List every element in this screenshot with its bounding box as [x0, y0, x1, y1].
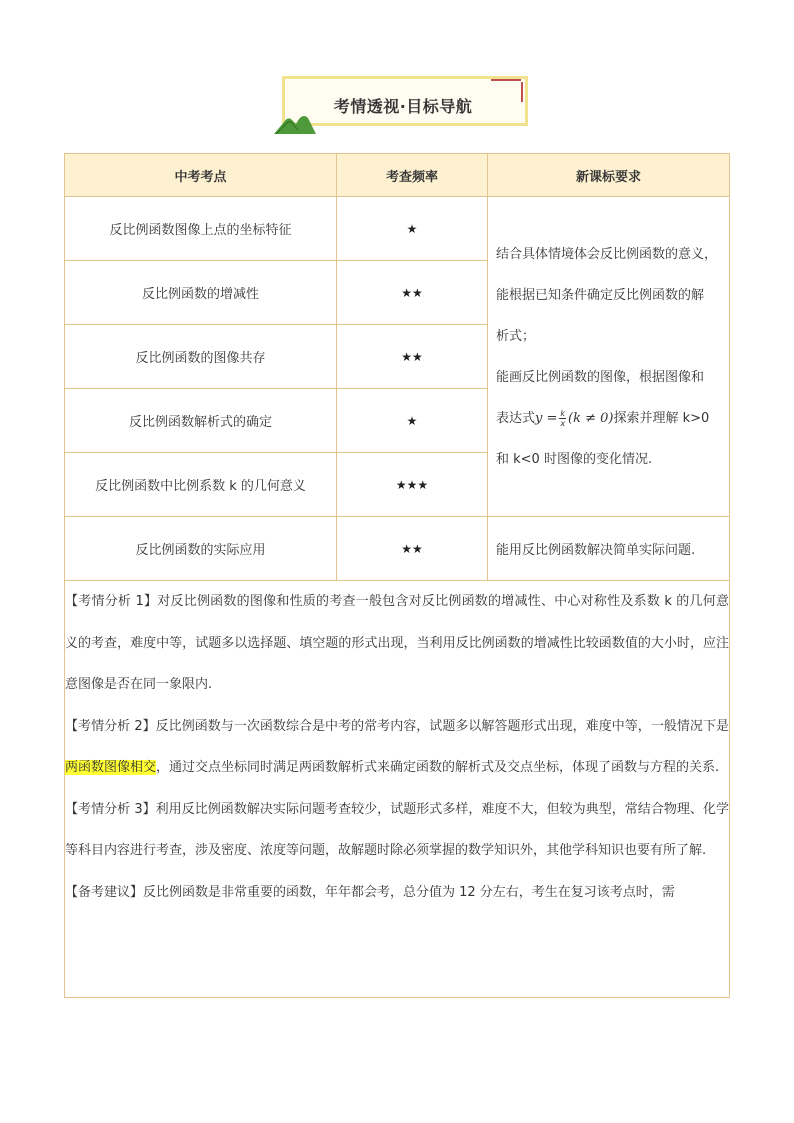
- frequency-stars: ★★: [337, 261, 488, 325]
- exam-point-cell: 反比例函数的增减性: [65, 261, 337, 325]
- fraction-denominator: x: [560, 418, 566, 428]
- formula-fraction: [559, 409, 566, 428]
- exam-points-table: [64, 153, 730, 998]
- analysis-text: ，通过交点坐标同时满足两函数解析式来确定函数的解析式及交点坐标，体现了函数与方程的关系.: [156, 760, 720, 775]
- highlighted-text: 两函数图像相交: [65, 760, 157, 775]
- requirement-line-formula: [496, 398, 721, 439]
- exam-point-cell: 反比例函数的实际应用: [65, 517, 337, 581]
- requirement-line: 和 k<0 时图像的变化情况.: [496, 451, 653, 467]
- requirement-text: 探索并理解 k>0: [613, 410, 710, 426]
- analysis-paragraph-2: [65, 706, 729, 789]
- table-row: [65, 197, 730, 261]
- analysis-paragraph-1: 【考情分析 1】对反比例函数的图像和性质的考查一般包含对反比例函数的增减性、中心对称性及系数 k 的几何意义的考查，难度中等，试题多以选择题、填空题的形式出现，当利用反比例函数的增减性比较函数值的大小时，应注意图像是否在同一象限内.: [65, 594, 729, 692]
- requirement-line: 结合具体情境体会反比例函数的意义，: [496, 246, 718, 262]
- exam-point-cell: 反比例函数中比例系数 k 的几何意义: [65, 453, 337, 517]
- header-requirement: 新课标要求: [488, 154, 730, 197]
- frequency-stars: ★: [337, 389, 488, 453]
- table-header-row: [65, 154, 730, 197]
- table-row: [65, 517, 730, 581]
- frequency-stars: ★★: [337, 517, 488, 581]
- frequency-stars: ★★: [337, 325, 488, 389]
- header-frequency: 考查频率: [337, 154, 488, 197]
- formula-condition: (k ≠ 0): [568, 410, 614, 426]
- exam-point-cell: 反比例函数图像上点的坐标特征: [65, 197, 337, 261]
- requirement-line: 能画反比例函数的图像，根据图像和: [496, 369, 705, 385]
- exam-point-cell: 反比例函数的图像共存: [65, 325, 337, 389]
- mountain-icon: [274, 110, 316, 134]
- formula-lhs: y =: [535, 410, 558, 426]
- requirement-cell: 能用反比例函数解决简单实际问题.: [488, 517, 730, 581]
- analysis-paragraph-4: 【备考建议】反比例函数是非常重要的函数，年年都会考，总分值为 12 分左右，考生在复习该考点时，需: [65, 884, 675, 900]
- requirement-cell: [488, 197, 730, 517]
- frequency-stars: ★: [337, 197, 488, 261]
- fraction-numerator: k: [560, 408, 566, 418]
- requirement-line: 析式；: [496, 328, 536, 344]
- requirement-line: 能根据已知条件确定反比例函数的解: [496, 287, 705, 303]
- analysis-row: [65, 581, 730, 998]
- section-banner: [272, 74, 534, 136]
- analysis-paragraph-3: 【考情分析 3】利用反比例函数解决实际问题考查较少，试题形式多样，难度不大，但较为典型，常结合物理、化学等科目内容进行考查，涉及密度、浓度等问题，故解题时除必须掌握的数学知识外，其他学科知识也要有所了解.: [65, 801, 729, 858]
- requirement-text: 表达式: [496, 410, 536, 426]
- analysis-cell: [65, 581, 730, 998]
- frequency-stars: ★★★: [337, 453, 488, 517]
- banner-title: 考情透视·目标导航: [333, 96, 473, 116]
- analysis-text: 【考情分析 2】反比例函数与一次函数综合是中考的常考内容，试题多以解答题形式出现，难度中等，一般情况下是: [65, 718, 729, 734]
- exam-point-cell: 反比例函数解析式的确定: [65, 389, 337, 453]
- header-exam-point: 中考考点: [65, 154, 337, 197]
